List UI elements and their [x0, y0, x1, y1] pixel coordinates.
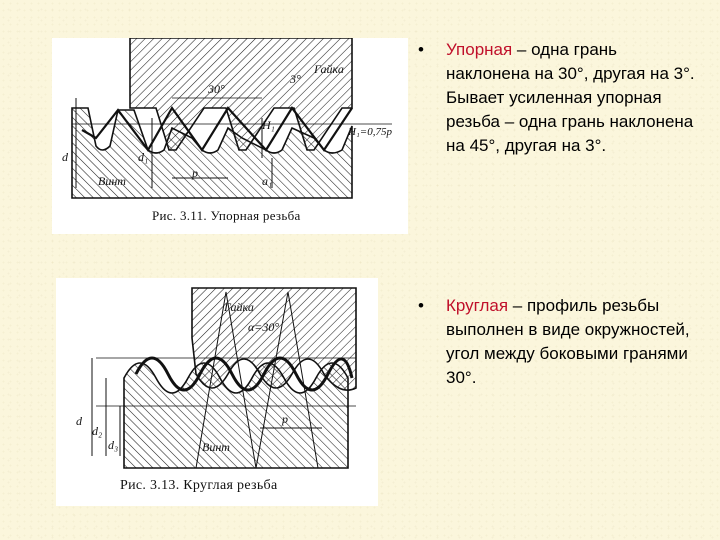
- bullet-buttress-thread: [418, 38, 698, 158]
- description-round: – профиль резьбы выполнен в виде окружностей, угол между боковыми гранями 30°.: [446, 296, 690, 387]
- bullet-marker: •: [418, 40, 424, 59]
- bullet-text: [446, 38, 698, 158]
- d-label: d: [76, 414, 82, 428]
- bullet-marker: •: [418, 296, 424, 315]
- d-label: d: [62, 150, 68, 164]
- h1-formula-label: H₁=0,75p: [348, 126, 392, 138]
- term-buttress: Упорная: [446, 40, 513, 59]
- d3-label: d₃: [108, 438, 119, 452]
- angle-3-label: 3°: [290, 72, 301, 86]
- nut-section: [130, 38, 352, 150]
- figure1-caption: Рис. 3.11. Упорная резьба: [152, 208, 301, 223]
- round-thread-drawing: [56, 278, 378, 506]
- buttress-thread-figure: [52, 38, 408, 234]
- d1-label: d₁: [138, 150, 149, 164]
- angle-30-label: 30°: [208, 82, 225, 96]
- h1-label: H₁: [262, 118, 275, 132]
- pitch-label: p: [282, 412, 288, 426]
- bullet-text: [446, 294, 698, 390]
- nut-label: Гайка: [314, 62, 344, 76]
- screw-label: Винт: [98, 174, 126, 188]
- screw-label: Винт: [202, 440, 230, 454]
- nut-label: Гайка: [224, 300, 254, 314]
- d2-label: d₂: [92, 424, 103, 438]
- a1-label: a₁: [262, 174, 273, 188]
- pitch-label: p: [192, 166, 198, 180]
- term-round: Круглая: [446, 296, 509, 315]
- alpha-label: α=30°: [248, 320, 280, 334]
- figure2-caption: Рис. 3.13. Круглая резьба: [120, 478, 278, 493]
- description-buttress: – одна грань наклонена на 30°, другая на 3°. Бывает усиленная упорная резьба – одна грань наклонена на 45°, другая на 3°.: [446, 40, 695, 155]
- round-thread-figure: [56, 278, 378, 506]
- bullet-round-thread: [418, 294, 698, 390]
